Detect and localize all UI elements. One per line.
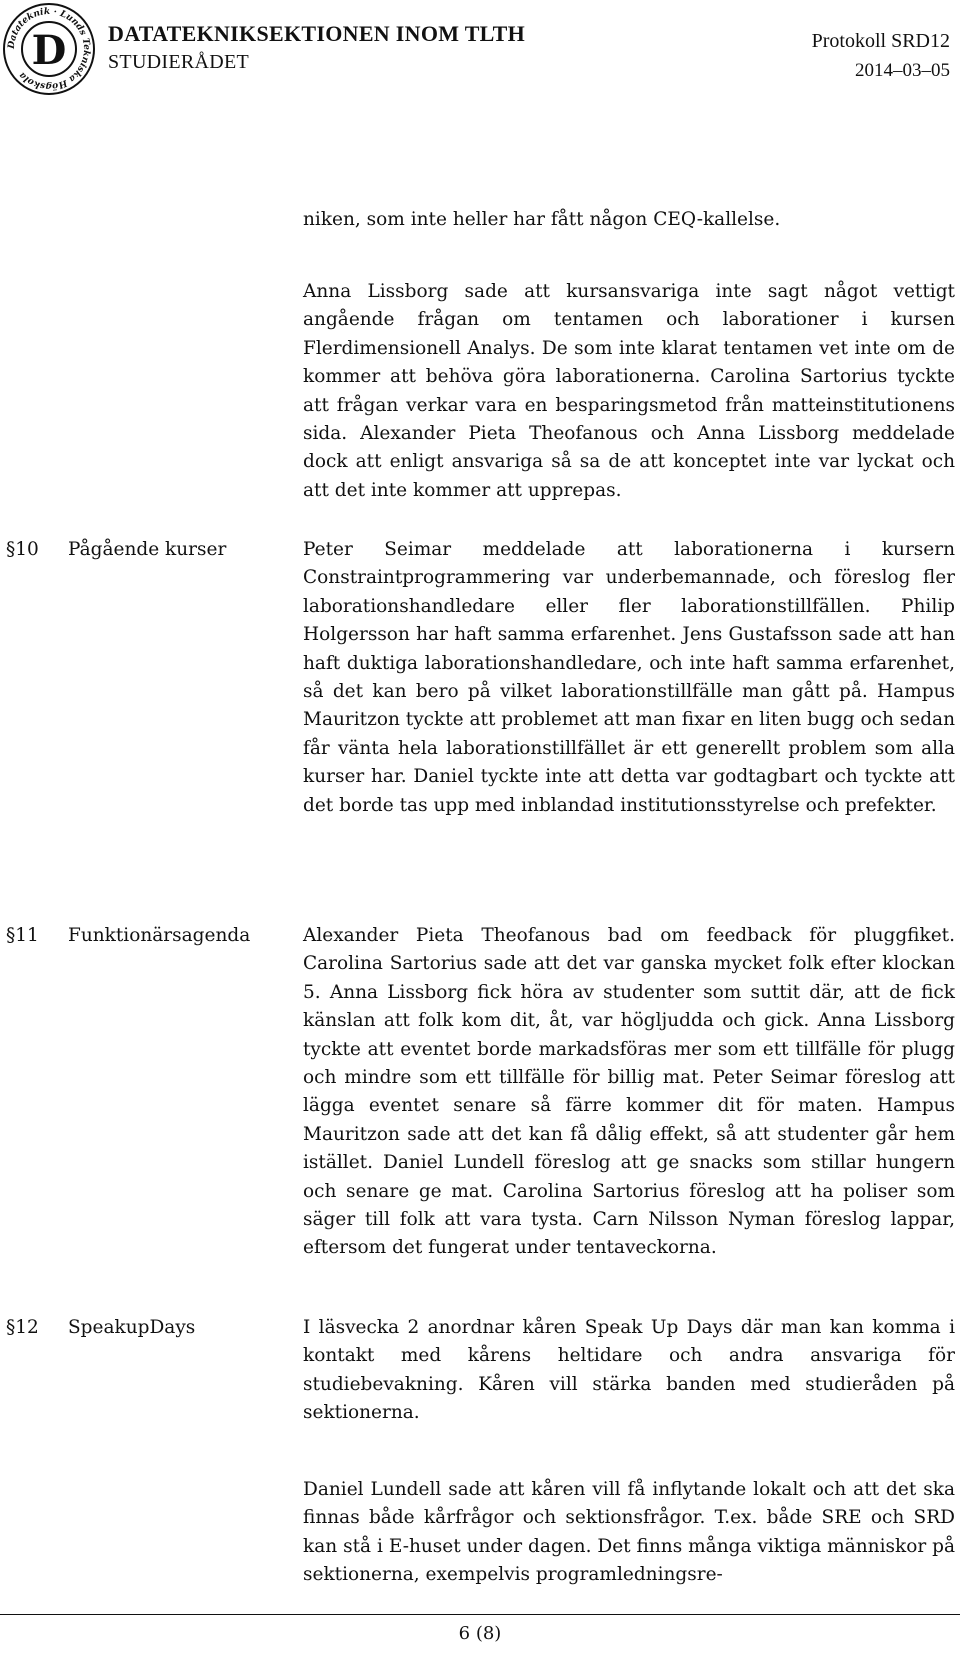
- section-12-paragraph-1: I läsvecka 2 anordnar kåren Speak Up Days där man kan komma i kontakt med kårens heltidare och andra ansvariga för studiebevakning. Kåren vill stärka banden med studieråden på sektionerna.: [303, 1317, 955, 1424]
- protocol-date: 2014–03–05: [855, 60, 950, 81]
- org-subtitle: STUDIERÅDET: [108, 51, 250, 73]
- svg-text:Datateknik · Lunds Tekniska Hö: Datateknik · Lunds Tekniska Högskola: [6, 6, 92, 92]
- page-number: 6 (8): [458, 1623, 502, 1644]
- section-10-paragraph: Peter Seimar meddelade att laborationerna i kursern Constraintprogrammering var underbemannade, och föreslog fler laborationshandledare eller fler laborationstillfällen. Philip Holgersson har haft samma erfarenhet. Jens Gustafsson sade att han haft duktiga laborationshandledare, och inte haft samma erfarenhet, så det kan bero på vilket laborationstillfälle man gått på. Hampus Mauritzon tyckte att problemet att man fixar en liten bugg och sedan får vänta hela laborationstillfället är ett generellt problem som alla kurser har. Daniel tyckte inte att detta var godtagbart och tyckte att det borde tas upp med inblandad institutionsstyrelse och prefekter.: [303, 539, 955, 816]
- section-11-number: §11: [6, 925, 39, 946]
- org-name: DATATEKNIKSEKTIONEN INOM TLTH: [108, 21, 526, 46]
- section-10-title: Pågående kurser: [68, 539, 227, 560]
- header-meta: [812, 26, 950, 86]
- section-12-paragraph-2: Daniel Lundell sade att kåren vill få inflytande lokalt och att det ska finnas både kårfrågor och sektionsfrågor. T.ex. både SRE och SRD kan stå i E-huset under dagen. Det finns många viktiga människor på sektionerna, exempelvis programledningsre-: [303, 1479, 955, 1586]
- svg-text:D: D: [31, 27, 67, 74]
- header-org: [108, 20, 525, 76]
- protocol-id: Protokoll SRD12: [811, 30, 950, 52]
- section-11-paragraph: Alexander Pieta Theofanous bad om feedback för pluggfiket. Carolina Sartorius sade att det var ganska mycket folk efter klockan 5. Anna Lissborg fick höra av studenter som suttit där, att de fick känslan att folk kom dit, åt, var högljudda och gick. Anna Lissborg tyckte att eventet borde markadsföras mer som ett tillfälle för plugg och mindre som ett tillfälle för billig mat. Peter Seimar föreslog att lägga eventet senare så färre kommer dit för maten. Hampus Mauritzon sade att det kan få dålig effekt, så att studenter går hem istället. Daniel Lundell föreslog att ge snacks som stillar hungern och senare ge mat. Carolina Sartorius föreslog att ha poliser som säger till folk att vara tysta. Carn Nilsson Nyman föreslog lappar, eftersom det fungerat under tentaveckorna.: [303, 925, 955, 1259]
- section-logo-icon: [2, 2, 96, 96]
- continuation-paragraph-1: niken, som inte heller har fått någon CEQ-kallelse.: [303, 209, 781, 230]
- continuation-paragraph-2: Anna Lissborg sade att kursansvariga inte sagt något vettigt angående frågan om tentamen och laborationer i kursen Flerdimensionell Analys. De som inte klarat tentamen vet inte om de kommer att behöva göra laborationerna. Carolina Sartorius tyckte att frågan verkar vara en besparingsmetod från matteinstitutionens sida. Alexander Pieta Theofanous och Anna Lissborg meddelade dock att enligt ansvariga så sa de att konceptet inte var lyckat och att det inte kommer att upprepas.: [303, 281, 955, 501]
- section-12-title: SpeakupDays: [68, 1317, 196, 1338]
- section-10-number: §10: [6, 539, 39, 560]
- section-12-number: §12: [6, 1317, 39, 1338]
- section-11-title: Funktionärsagenda: [68, 925, 251, 946]
- footer-rule: [0, 1614, 960, 1615]
